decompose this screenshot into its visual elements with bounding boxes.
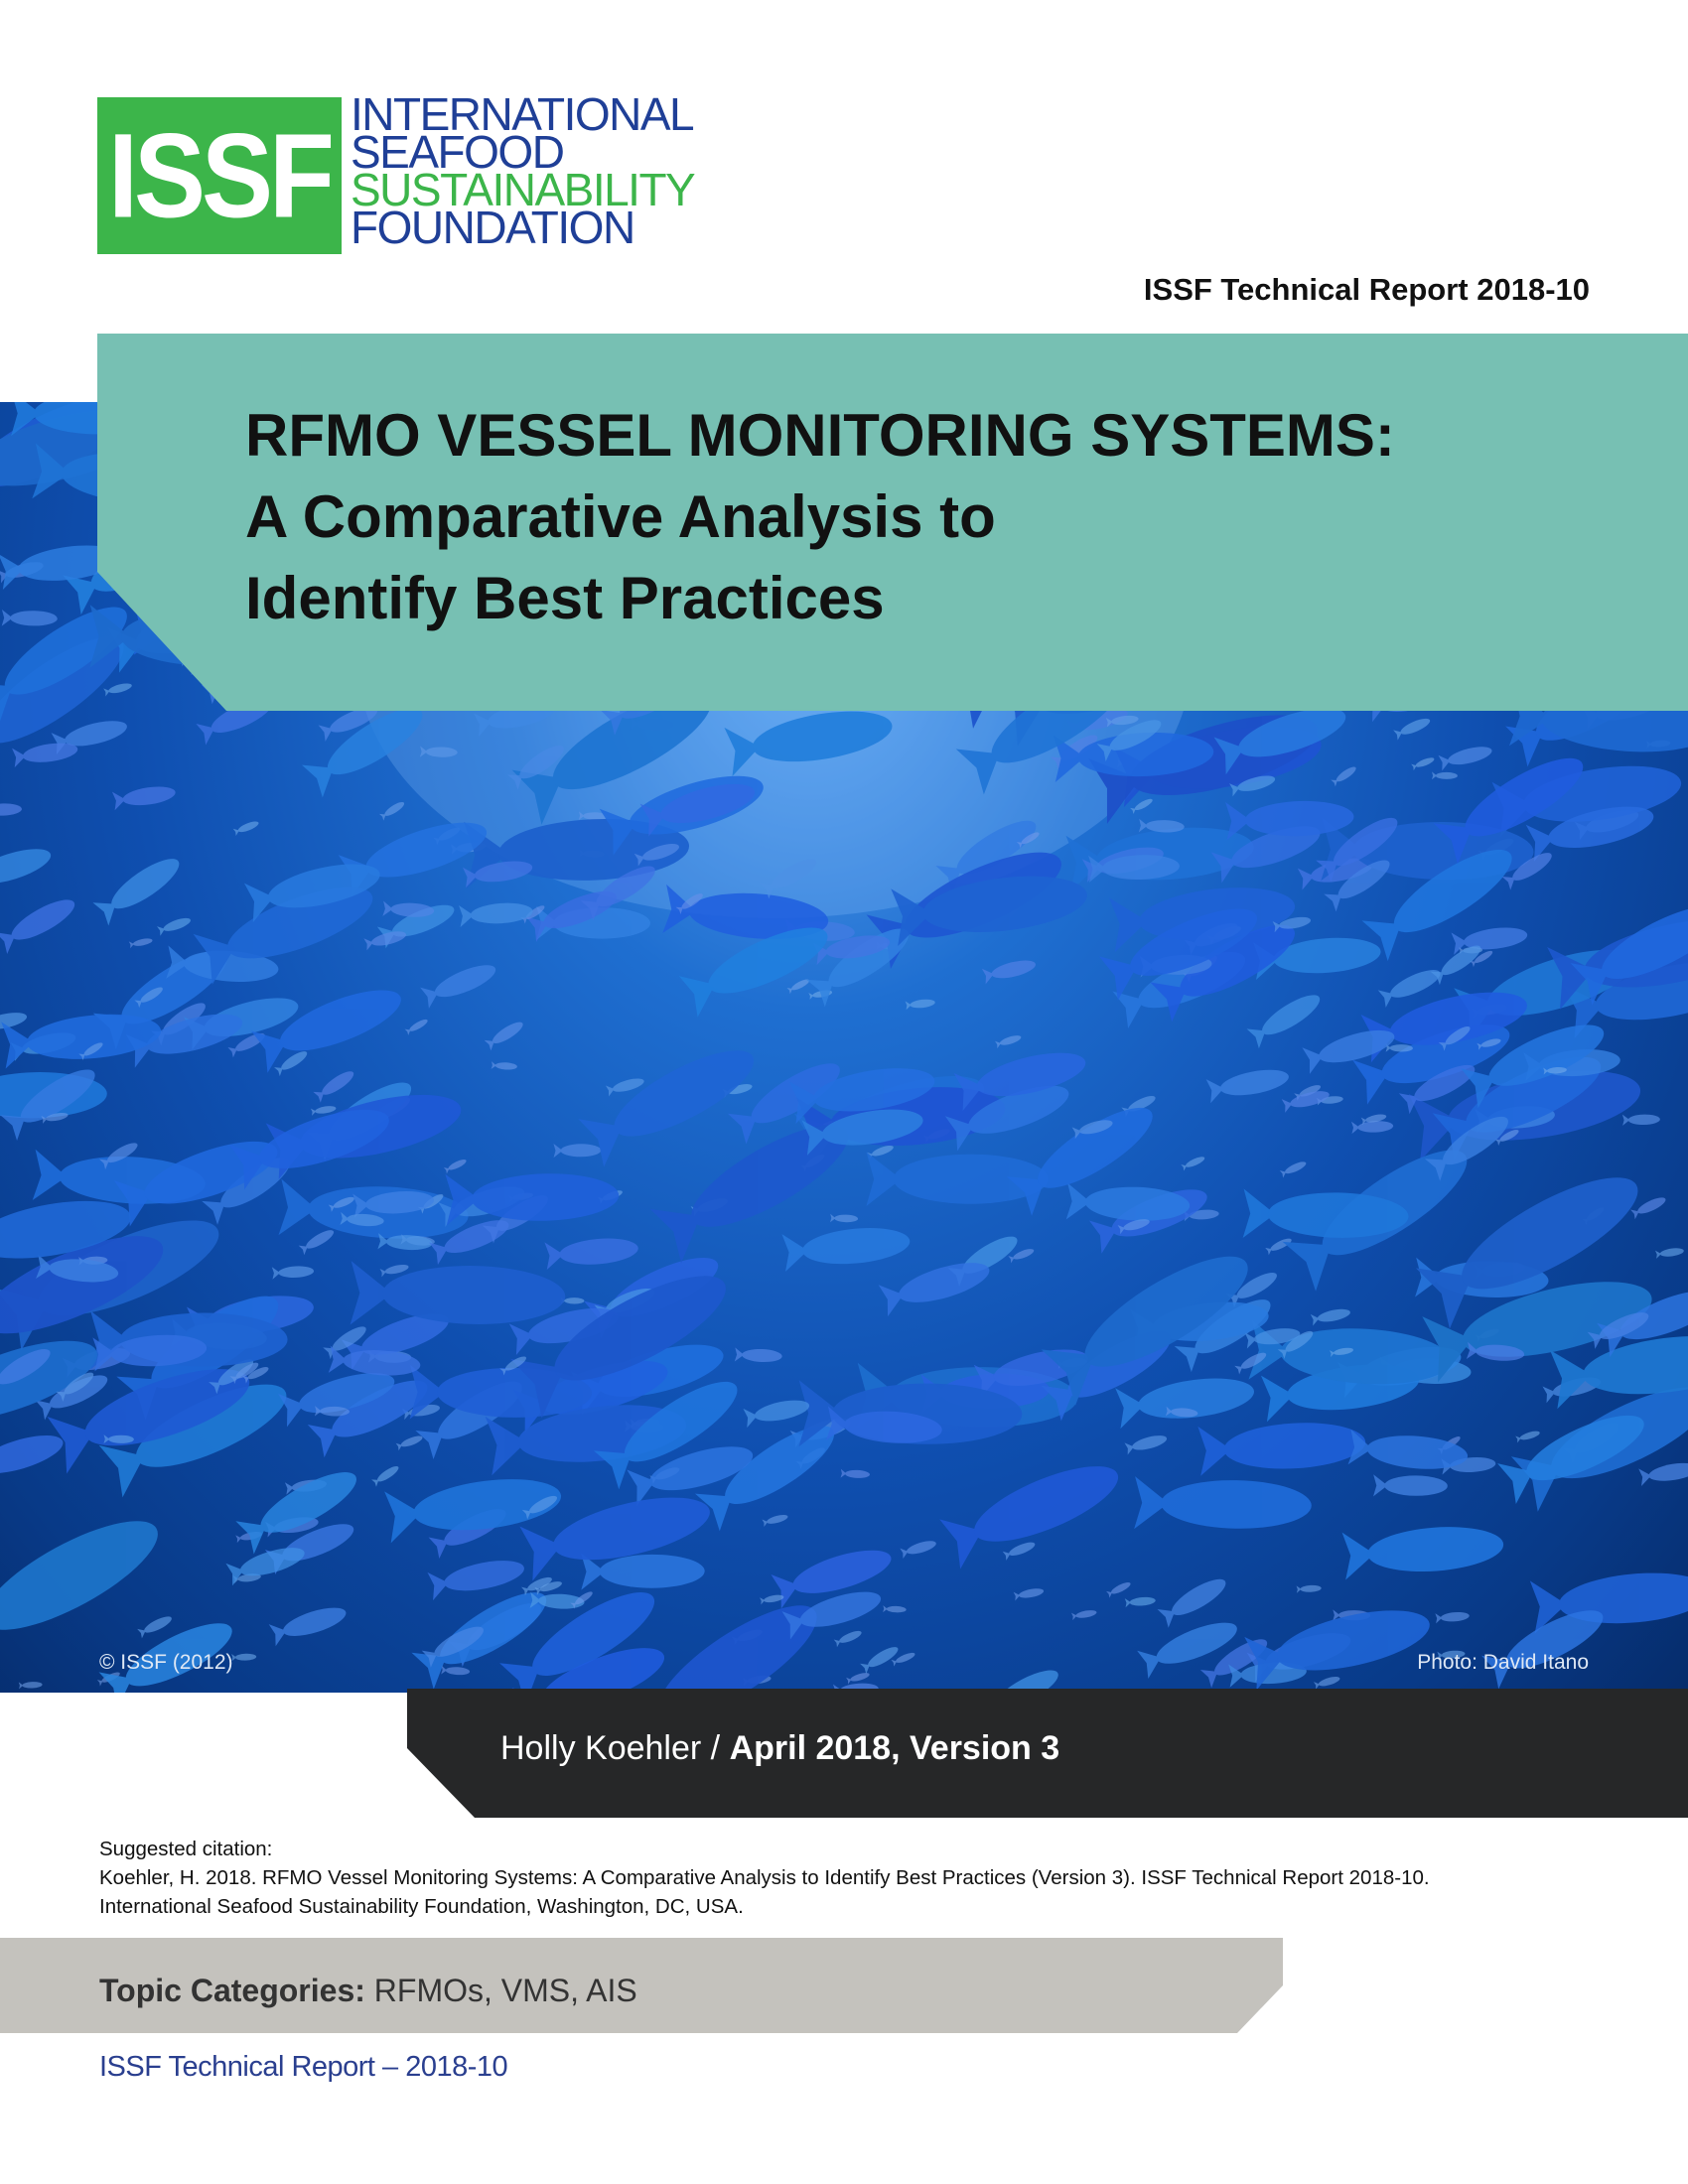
topic-values: RFMOs, VMS, AIS	[373, 1973, 637, 2008]
logo-wordmark	[351, 88, 695, 253]
citation-text: Koehler, H. 2018. RFMO Vessel Monitoring Systems: A Comparative Analysis to Identify Best Practices (Version 3). ISSF Technical Report 2018-10. International Seafood Sustainability Foundation, Washington, DC, USA.	[99, 1866, 1430, 1918]
author-name: Holly Koehler /	[500, 1729, 721, 1767]
title-line-3: Identify Best Practices	[245, 565, 885, 631]
footer-report-id: ISSF Technical Report – 2018-10	[99, 2051, 508, 2083]
date-version: April 2018, Version 3	[729, 1729, 1060, 1767]
logo-line-4: FOUNDATION	[351, 202, 634, 253]
title-line-2: A Comparative Analysis to	[245, 483, 996, 550]
topic-categories	[99, 1973, 637, 2009]
report-id: ISSF Technical Report 2018-10	[1143, 272, 1590, 307]
photo-credit: Photo: David Itano	[1417, 1651, 1589, 1674]
citation-heading: Suggested citation:	[99, 1838, 273, 1860]
issf-logo	[97, 88, 713, 254]
logo-line-2: SEAFOOD	[351, 126, 564, 178]
author-line	[500, 1729, 1059, 1768]
topic-label: Topic Categories:	[99, 1973, 365, 2008]
document-title	[245, 395, 1395, 639]
logo-mark: ISSF	[107, 107, 332, 243]
logo-mark-box	[97, 97, 342, 254]
title-line-1: RFMO VESSEL MONITORING SYSTEMS:	[245, 402, 1395, 469]
logo-line-3: SUSTAINABILITY	[351, 164, 695, 215]
logo-line-1: INTERNATIONAL	[351, 88, 694, 140]
suggested-citation	[99, 1835, 1489, 1921]
photo-copyright: © ISSF (2012)	[99, 1651, 233, 1674]
